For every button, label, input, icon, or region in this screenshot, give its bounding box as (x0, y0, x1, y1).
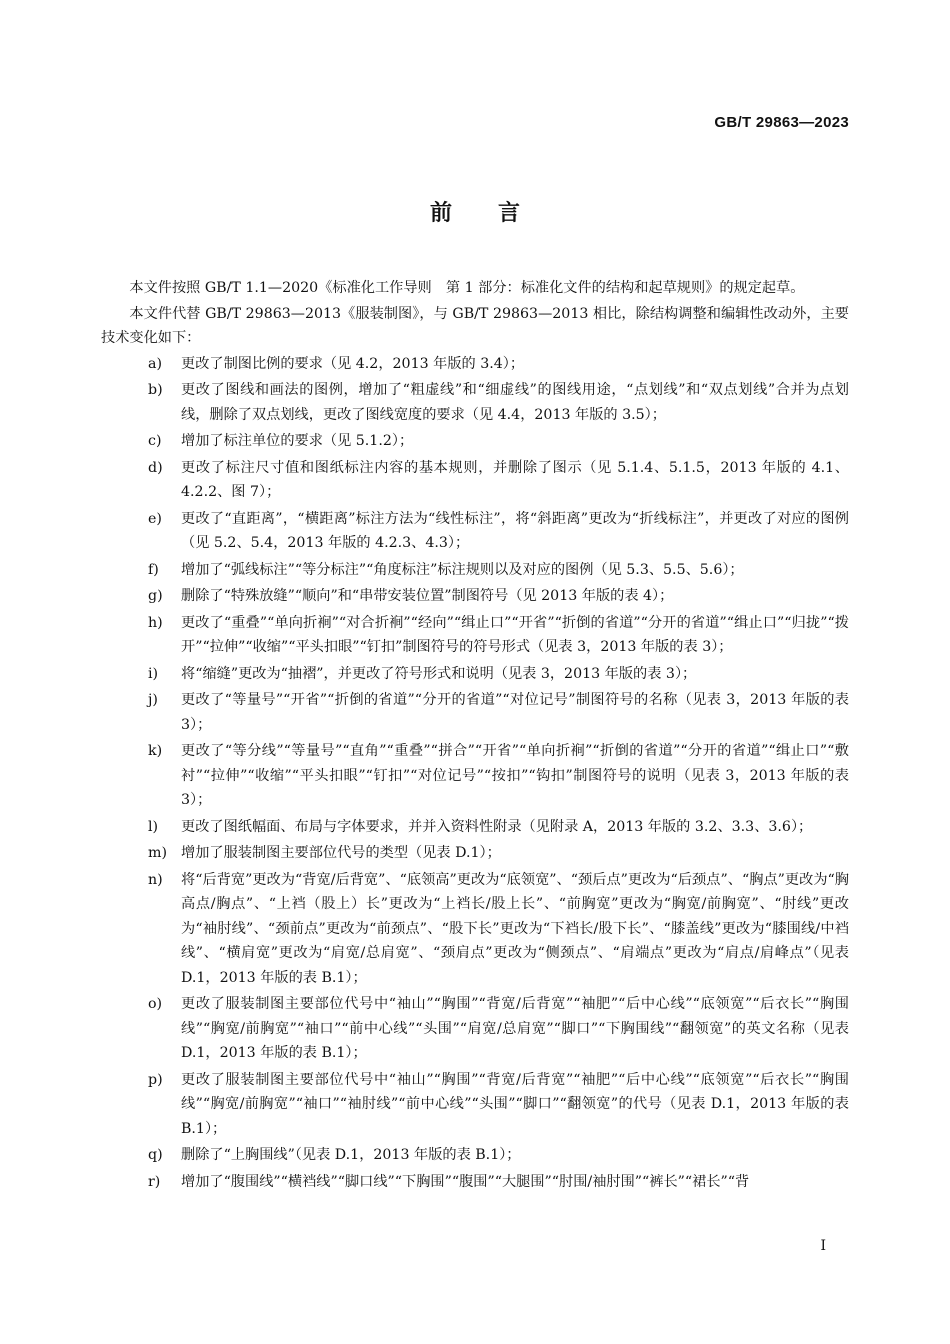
list-item-label: p) (148, 1071, 163, 1088)
list-item-text: 增加了“弧线标注”“等分标注”“角度标注”标注规则以及对应的图例（见 5.3、5.5、5.6）； (181, 561, 744, 578)
list-item-label: m) (148, 845, 167, 861)
list-item (101, 1170, 849, 1195)
list-item-text: 更改了图纸幅面、布局与字体要求，并并入资料性附录（见附录 A，2013 年版的 3.2、3.3、3.6）； (181, 818, 813, 835)
list-item (101, 352, 849, 377)
list-item (101, 378, 849, 427)
list-item-label: q) (148, 1147, 163, 1163)
intro-paragraph: 本文件按照 GB/T 1.1—2020《标准化工作导则 第 1 部分：标准化文件的结构和起草规则》的规定起草。 (129, 280, 805, 296)
list-item (101, 507, 849, 556)
list-item-label: o) (148, 996, 163, 1012)
list-item (101, 558, 849, 583)
list-item-label: i) (148, 665, 159, 682)
list-item-label: e) (148, 510, 162, 527)
list-item-text: 更改了服装制图主要部位代号中“袖山”“胸围”“背宽/后背宽”“袖肥”“后中心线”“底领宽”“后衣长”“胸围线”“胸宽/前胸宽”“袖口”“前中心线”“头围”“肩宽/总肩宽”“脚口”“下胸围线”“翻领宽”的英文名称（见表 D.1，2013 年版的表 B.1）； (181, 996, 849, 1061)
list-item (101, 841, 849, 866)
list-item-text: 删除了“特殊放缝”“顺向”和“串带安装位置”制图符号（见 2013 年版的表 4）； (181, 588, 674, 604)
page-title: 前言 (429, 201, 566, 226)
list-item-text: 将“后背宽”更改为“背宽/后背宽”、“底领高”更改为“底领宽”、“颈后点”更改为“后颈点”、“胸点”更改为“胸高点/胸点”、“上裆（股上）长”更改为“上裆长/股上长”、“前胸宽”更改为“胸宽/前胸宽”、“肘线”更改为“袖肘线”、“颈前点”更改为“前颈点”、“股下长”更改为“下裆长/股下长”、“膝盖线”更改为“膝围线/中裆线”、“横肩宽”更改为“肩宽/总肩宽”、“颈肩点”更改为“侧颈点”、“肩端点”更改为“肩点/肩峰点”（见表 D.1，2013 年版的表 B.1）； (181, 871, 849, 986)
list-item-label: g) (148, 588, 163, 604)
list-item-label: l) (148, 818, 159, 835)
list-item-label: f) (148, 561, 159, 578)
list-item (101, 456, 849, 505)
list-item (101, 739, 849, 813)
list-item (101, 584, 849, 609)
page-number: I (820, 1238, 826, 1254)
list-item-text: 更改了“等量号”“开省”“折倒的省道”“分开的省道”“对位记号”制图符号的名称（见表 3，2013 年版的表 3）； (181, 692, 849, 733)
list-item (101, 815, 849, 840)
list-item-text: 增加了服装制图主要部位代号的类型（见表 D.1）； (181, 845, 501, 861)
list-item (101, 688, 849, 737)
list-item-text: 更改了制图比例的要求（见 4.2，2013 年版的 3.4）； (181, 355, 525, 372)
list-item-text: 将“缩缝”更改为“抽褶”，并更改了符号形式和说明（见表 3，2013 年版的表 3）； (181, 665, 697, 682)
change-list (101, 352, 849, 1195)
list-item (101, 1068, 849, 1142)
list-item-label: b) (148, 382, 163, 398)
list-item (101, 868, 849, 991)
list-item-text: 删除了“上胸围线”（见表 D.1，2013 年版的表 B.1）； (181, 1147, 521, 1163)
list-item-label: r) (148, 1173, 161, 1190)
list-item-label: a) (148, 355, 162, 372)
list-item-text: 更改了“等分线”“等量号”“直角”“重叠”“拼合”“开省”“单向折裥”“折倒的省道”“分开的省道”“缉止口”“敷衬”“拉伸”“收缩”“平头扣眼”“钉扣”“对位记号”“按扣”“钩扣”制图符号的说明（见表 3，2013 年版的表 3）； (181, 743, 849, 808)
list-item (101, 662, 849, 687)
list-item-label: k) (148, 743, 163, 759)
list-item-label: n) (148, 871, 163, 888)
list-item (101, 611, 849, 660)
list-item (101, 1143, 849, 1168)
list-item-label: h) (148, 614, 163, 631)
list-item-label: j) (148, 692, 158, 708)
list-item-label: c) (148, 433, 162, 449)
list-item (101, 429, 849, 454)
list-item-text: 增加了标注单位的要求（见 5.1.2）； (181, 433, 414, 449)
list-item-text: 更改了“直距离”，“横距离”标注方法为“线性标注”，将“斜距离”更改为“折线标注”，并更改了对应的图例（见 5.2、5.4，2013 年版的 4.2.3、4.3）； (181, 510, 849, 551)
document-body (101, 276, 849, 1196)
list-item-text: 更改了标注尺寸值和图纸标注内容的基本规则，并删除了图示（见 5.1.4、5.1.5，2013 年版的 4.1、4.2.2、图 7）； (181, 459, 849, 500)
list-item-label: d) (148, 459, 163, 476)
list-item-text: 更改了“重叠”“单向折裥”“对合折裥”“经向”“缉止口”“开省”“折倒的省道”“分开的省道”“缉止口”“归拢”“拨开”“拉伸”“收缩”“平头扣眼”“钉扣”制图符号的符号形式（见表 3，2013 年版的表 3）； (181, 614, 849, 655)
intro-paragraph: 本文件代替 GB/T 29863—2013《服装制图》，与 GB/T 29863—2013 相比，除结构调整和编辑性改动外，主要技术变化如下： (101, 305, 849, 346)
list-item (101, 992, 849, 1066)
list-item-text: 更改了图线和画法的图例，增加了“粗虚线”和“细虚线”的图线用途，“点划线”和“双点划线”合并为点划线，删除了双点划线，更改了图线宽度的要求（见 4.4，2013 年版的 3.5）； (181, 382, 849, 423)
list-item-text: 增加了“腹围线”“横裆线”“脚口线”“下胸围”“腹围”“大腿围”“肘围/袖肘围”“裤长”“裙长”“背 (181, 1173, 750, 1190)
standard-code: GB/T 29863—2023 (714, 114, 849, 131)
list-item-text: 更改了服装制图主要部位代号中“袖山”“胸围”“背宽/后背宽”“袖肥”“后中心线”“底领宽”“后衣长”“胸围线”“胸宽/前胸宽”“袖口”“袖肘线”“前中心线”“头围”“脚口”“翻领宽”的代号（见表 D.1，2013 年版的表 B.1）； (181, 1071, 849, 1137)
